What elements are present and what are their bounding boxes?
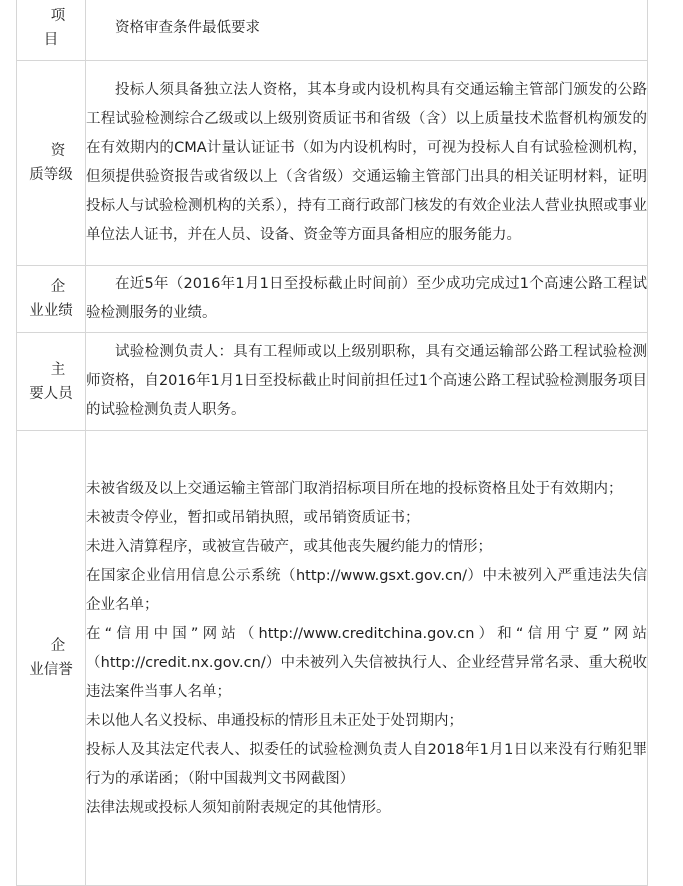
qualification-table [16,0,648,886]
credit-item: 未进入清算程序，或被宣告破产，或其他丧失履约能力的情形； [86,539,492,555]
row-content-cell [86,333,648,431]
credit-item: 投标人及其法定代表人、拟委任的试验检测负责人自2018年1月1日以来没有行贿犯罪行为的承诺函；（附中国裁判文书网截图） [86,742,647,787]
row-label-line2: 要人员 [29,385,73,402]
row-content-cell [86,266,648,333]
header-label-line2: 目 [43,32,59,48]
header-content-cell [86,0,648,61]
row-label-line1: 主 [50,361,66,378]
qualification-paragraph: 投标人须具备独立法人资格，其本身或内设机构具有交通运输主管部门颁发的公路工程试验检测综合乙级或以上级别资质证书和省级（含）以上质量技术监督机构颁发的在有效期内的CMA计量认证证书（如为内设机构时，可视为投标人自有试验检测机构，但须提供验资报告或省级以上（含省级）交通运输主管部门出具的相关证明材料，证明投标人与试验检测机构的关系），持有工商行政部门核发的有效企业法人营业执照或事业单位法人证书，并在人员、设备、资金等方面具备相应的服务能力。 [86,82,647,243]
row-label-line2: 业信誉 [29,662,73,678]
header-label-cell [17,0,86,61]
personnel-paragraph: 试验检测负责人：具有工程师或以上级别职称，具有交通运输部公路工程试验检测师资格，自2016年1月1日至投标截止时间前担任过1个高速公路工程试验检测服务项目的试验检测负责人职务。 [86,344,647,418]
row-label-line1: 企 [50,279,66,295]
row-content-cell [86,61,648,266]
row-label-cell [17,61,86,266]
table-row-company-credit [17,431,648,886]
header-content-text: 资格审查条件最低要求 [115,19,260,36]
credit-item: 在国家企业信用信息公示系统（http://www.gsxt.gov.cn/）中未被列入严重违法失信企业名单； [86,568,647,613]
credit-item: 未以他人名义投标、串通投标的情形且未正处于处罚期内； [86,713,463,729]
row-label-cell [17,333,86,431]
table-row-qualification-level [17,61,648,266]
credit-item: 法律法规或投标人须知前附表规定的其他情形。 [86,800,391,816]
credit-item: 未被省级及以上交通运输主管部门取消招标项目所在地的投标资格且处于有效期内； [86,481,623,497]
row-content-cell [86,431,648,886]
table-row-key-personnel [17,333,648,431]
credit-item: 未被责令停业，暂扣或吊销执照，或吊销资质证书； [86,510,420,526]
table-header-row [17,0,648,61]
row-label-cell [17,266,86,333]
row-label-cell [17,431,86,886]
header-label-line1: 项 [50,8,66,24]
row-label-line2: 业业绩 [29,303,73,319]
performance-paragraph: 在近5年（2016年1月1日至投标截止时间前）至少成功完成过1个高速公路工程试验检测服务的业绩。 [86,276,647,321]
row-label-line1: 企 [50,638,66,654]
row-label-line2: 质等级 [29,167,73,183]
row-label-line1: 资 [50,143,66,159]
table-row-company-performance [17,266,648,333]
credit-item: 在“信用中国”网站（http://www.creditchina.gov.cn）和“信用宁夏”网站（http://credit.nx.gov.cn/）中未被列入失信被执行人、企业经营异常名录、重大税收违法案件当事人名单； [86,626,647,700]
